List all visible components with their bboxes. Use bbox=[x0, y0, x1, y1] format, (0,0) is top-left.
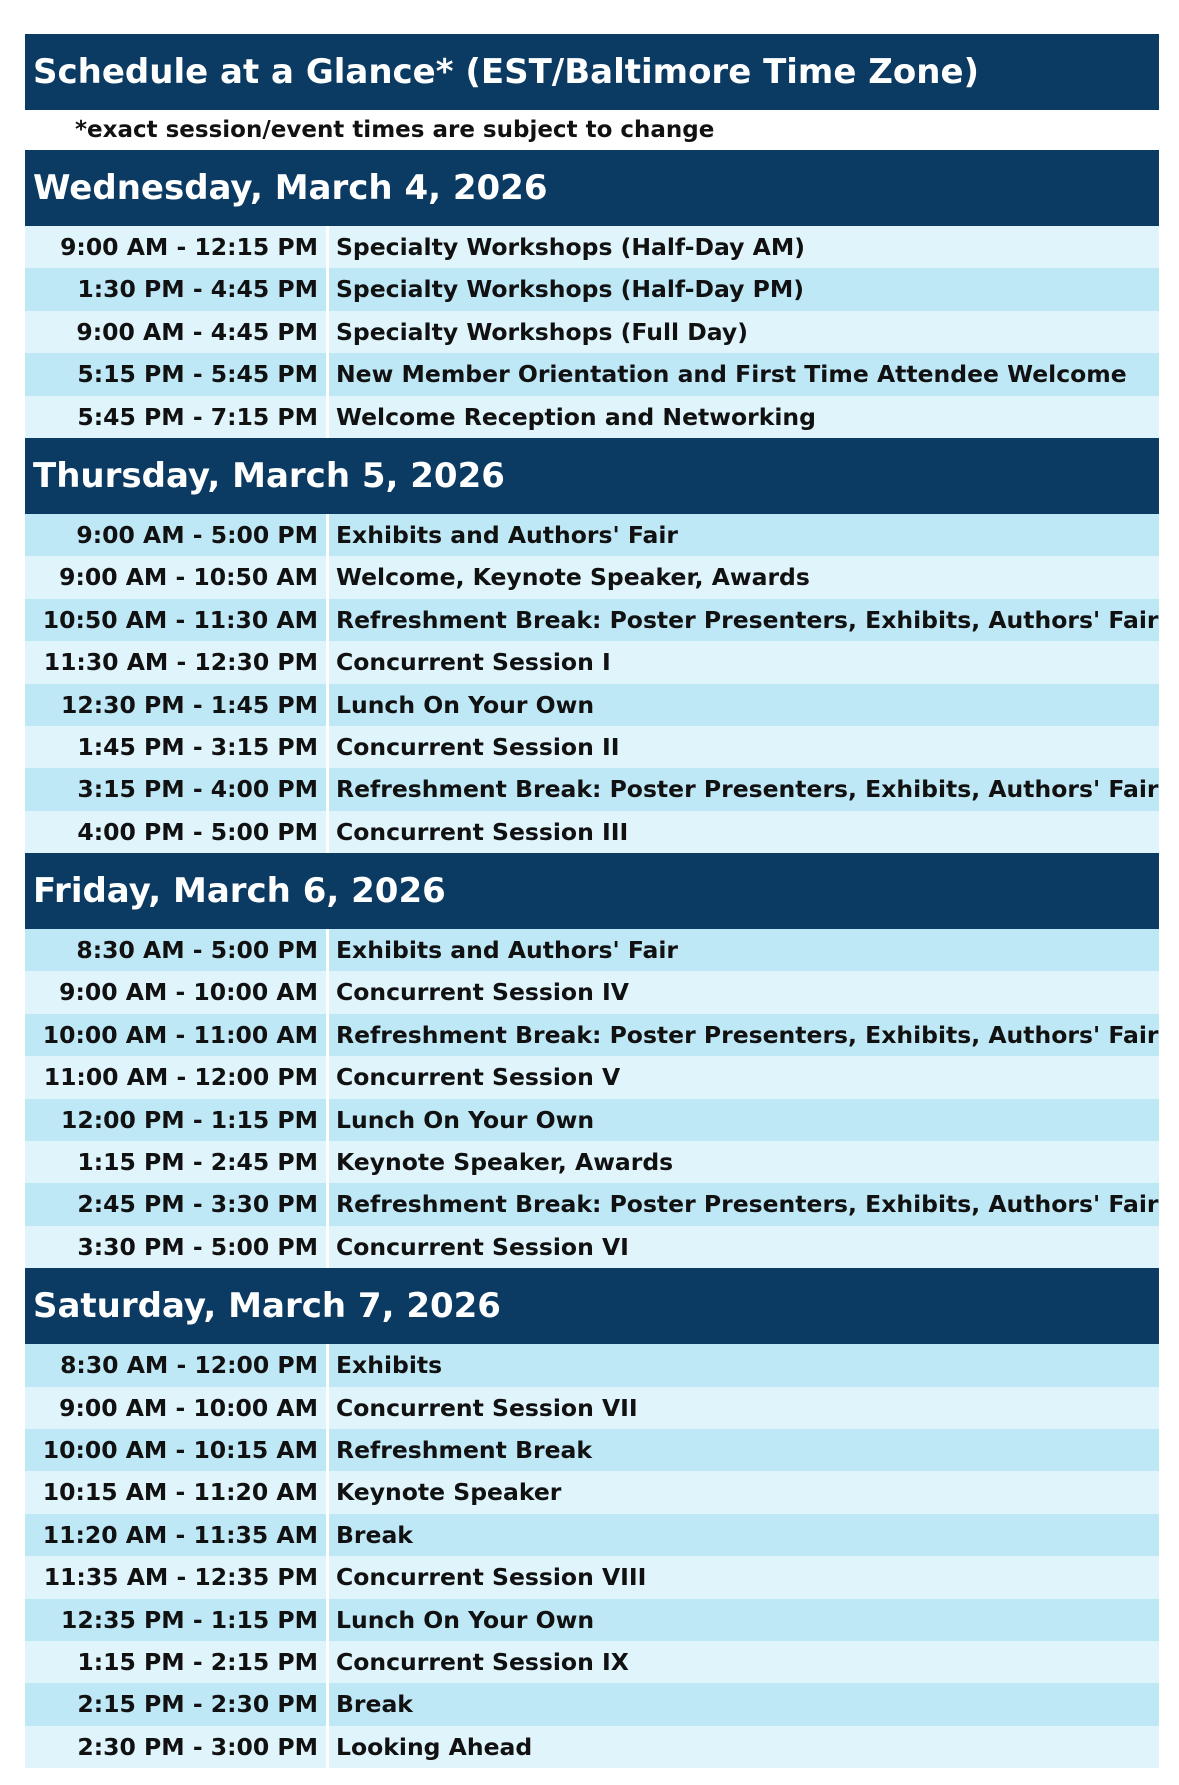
schedule-sheet bbox=[25, 34, 1159, 1768]
event-name: Lunch On Your Own bbox=[336, 690, 595, 719]
day-section-saturday bbox=[25, 1268, 1159, 1768]
schedule-row bbox=[25, 1344, 1159, 1386]
event-name: Lunch On Your Own bbox=[336, 1105, 595, 1134]
event-name: Exhibits and Authors' Fair bbox=[336, 520, 679, 549]
event-time: 10:15 AM - 11:20 AM bbox=[25, 1471, 329, 1513]
event-name: Refreshment Break: Poster Presenters, Exhibits, Authors' Fair bbox=[336, 775, 1159, 804]
event-time: 12:00 PM - 1:15 PM bbox=[25, 1099, 329, 1141]
day-section-wednesday bbox=[25, 150, 1159, 438]
event-name: Specialty Workshops (Half-Day AM) bbox=[336, 233, 805, 261]
day-header: Saturday, March 7, 2026 bbox=[25, 1268, 1159, 1344]
schedule-row bbox=[25, 1471, 1159, 1513]
event-name: Welcome Reception and Networking bbox=[336, 402, 816, 431]
event-time: 3:30 PM - 5:00 PM bbox=[25, 1226, 329, 1268]
schedule-row bbox=[25, 929, 1159, 971]
event-name: Lunch On Your Own bbox=[336, 1605, 595, 1634]
schedule-row bbox=[25, 1014, 1159, 1056]
schedule-row bbox=[25, 396, 1159, 438]
schedule-row bbox=[25, 353, 1159, 395]
schedule-row bbox=[25, 1641, 1159, 1683]
event-name: Break bbox=[336, 1520, 413, 1549]
event-name: Keynote Speaker, Awards bbox=[336, 1148, 674, 1177]
day-header: Wednesday, March 4, 2026 bbox=[25, 150, 1159, 226]
event-time: 5:45 PM - 7:15 PM bbox=[25, 396, 329, 438]
schedule-row bbox=[25, 1226, 1159, 1268]
schedule-row bbox=[25, 311, 1159, 353]
day-header: Thursday, March 5, 2026 bbox=[25, 438, 1159, 514]
page-title: Schedule at a Glance* (EST/Baltimore Time Zone) bbox=[25, 34, 1159, 110]
event-time: 11:00 AM - 12:00 PM bbox=[25, 1056, 329, 1098]
event-name: Concurrent Session IV bbox=[336, 978, 629, 1007]
schedule-row bbox=[25, 226, 1159, 268]
event-time: 9:00 AM - 10:00 AM bbox=[25, 1387, 329, 1429]
day-header: Friday, March 6, 2026 bbox=[25, 853, 1159, 929]
schedule-row bbox=[25, 768, 1159, 810]
schedule-row bbox=[25, 1056, 1159, 1098]
event-name: Concurrent Session III bbox=[336, 817, 629, 846]
event-time: 1:30 PM - 4:45 PM bbox=[25, 268, 329, 310]
schedule-row bbox=[25, 726, 1159, 768]
schedule-row bbox=[25, 1599, 1159, 1641]
schedule-row bbox=[25, 811, 1159, 853]
schedule-row bbox=[25, 1099, 1159, 1141]
event-time: 1:45 PM - 3:15 PM bbox=[25, 726, 329, 768]
schedule-row bbox=[25, 1141, 1159, 1183]
event-time: 10:00 AM - 11:00 AM bbox=[25, 1014, 329, 1056]
schedule-row bbox=[25, 1183, 1159, 1225]
event-name: Exhibits and Authors' Fair bbox=[336, 936, 679, 965]
event-time: 12:30 PM - 1:45 PM bbox=[25, 684, 329, 726]
event-name: Concurrent Session VI bbox=[336, 1232, 629, 1261]
event-time: 3:15 PM - 4:00 PM bbox=[25, 768, 329, 810]
event-time: 8:30 AM - 12:00 PM bbox=[25, 1344, 329, 1386]
event-time: 11:20 AM - 11:35 AM bbox=[25, 1514, 329, 1556]
event-time: 9:00 AM - 5:00 PM bbox=[25, 514, 329, 556]
event-name: Refreshment Break: Poster Presenters, Exhibits, Authors' Fair bbox=[336, 1190, 1159, 1219]
event-name: Concurrent Session IX bbox=[336, 1647, 629, 1676]
event-time: 9:00 AM - 4:45 PM bbox=[25, 311, 329, 353]
event-time: 9:00 AM - 10:00 AM bbox=[25, 971, 329, 1013]
day-section-friday bbox=[25, 853, 1159, 1268]
schedule-row bbox=[25, 641, 1159, 683]
event-name: Concurrent Session V bbox=[336, 1063, 621, 1092]
schedule-row bbox=[25, 1726, 1159, 1768]
event-name: Refreshment Break bbox=[336, 1435, 592, 1464]
event-name: Refreshment Break: Poster Presenters, Exhibits, Authors' Fair bbox=[336, 605, 1159, 634]
event-time: 5:15 PM - 5:45 PM bbox=[25, 353, 329, 395]
event-time: 9:00 AM - 12:15 PM bbox=[25, 226, 329, 268]
schedule-row bbox=[25, 268, 1159, 310]
event-time: 8:30 AM - 5:00 PM bbox=[25, 929, 329, 971]
event-time: 9:00 AM - 10:50 AM bbox=[25, 556, 329, 598]
event-name: Specialty Workshops (Half-Day PM) bbox=[336, 275, 804, 304]
schedule-row bbox=[25, 971, 1159, 1013]
event-time: 2:15 PM - 2:30 PM bbox=[25, 1683, 329, 1725]
event-time: 11:35 AM - 12:35 PM bbox=[25, 1556, 329, 1598]
event-time: 2:45 PM - 3:30 PM bbox=[25, 1183, 329, 1225]
event-name: Concurrent Session VII bbox=[336, 1393, 638, 1422]
event-time: 1:15 PM - 2:15 PM bbox=[25, 1641, 329, 1683]
event-name: Exhibits bbox=[336, 1351, 443, 1380]
schedule-row bbox=[25, 684, 1159, 726]
event-name: Refreshment Break: Poster Presenters, Exhibits, Authors' Fair bbox=[336, 1020, 1159, 1049]
event-name: Specialty Workshops (Full Day) bbox=[336, 317, 748, 346]
event-time: 11:30 AM - 12:30 PM bbox=[25, 641, 329, 683]
schedule-row bbox=[25, 1556, 1159, 1598]
schedule-note: *exact session/event times are subject to change bbox=[75, 117, 715, 143]
event-name: Concurrent Session II bbox=[336, 732, 620, 761]
schedule-row bbox=[25, 514, 1159, 556]
event-time: 1:15 PM - 2:45 PM bbox=[25, 1141, 329, 1183]
event-name: Concurrent Session VIII bbox=[336, 1563, 647, 1592]
schedule-row bbox=[25, 599, 1159, 641]
schedule-row bbox=[25, 1429, 1159, 1471]
event-name: Break bbox=[336, 1690, 413, 1719]
event-name: Keynote Speaker bbox=[336, 1478, 562, 1507]
schedule-row bbox=[25, 1514, 1159, 1556]
event-name: Welcome, Keynote Speaker, Awards bbox=[336, 563, 810, 592]
event-name: Concurrent Session I bbox=[336, 648, 611, 677]
event-time: 12:35 PM - 1:15 PM bbox=[25, 1599, 329, 1641]
schedule-row bbox=[25, 1683, 1159, 1725]
day-section-thursday bbox=[25, 438, 1159, 853]
event-time: 10:50 AM - 11:30 AM bbox=[25, 599, 329, 641]
event-time: 2:30 PM - 3:00 PM bbox=[25, 1726, 329, 1768]
event-name: New Member Orientation and First Time Attendee Welcome bbox=[336, 360, 1127, 389]
event-time: 10:00 AM - 10:15 AM bbox=[25, 1429, 329, 1471]
event-name: Looking Ahead bbox=[336, 1732, 533, 1761]
schedule-row bbox=[25, 556, 1159, 598]
event-time: 4:00 PM - 5:00 PM bbox=[25, 811, 329, 853]
schedule-row bbox=[25, 1387, 1159, 1429]
